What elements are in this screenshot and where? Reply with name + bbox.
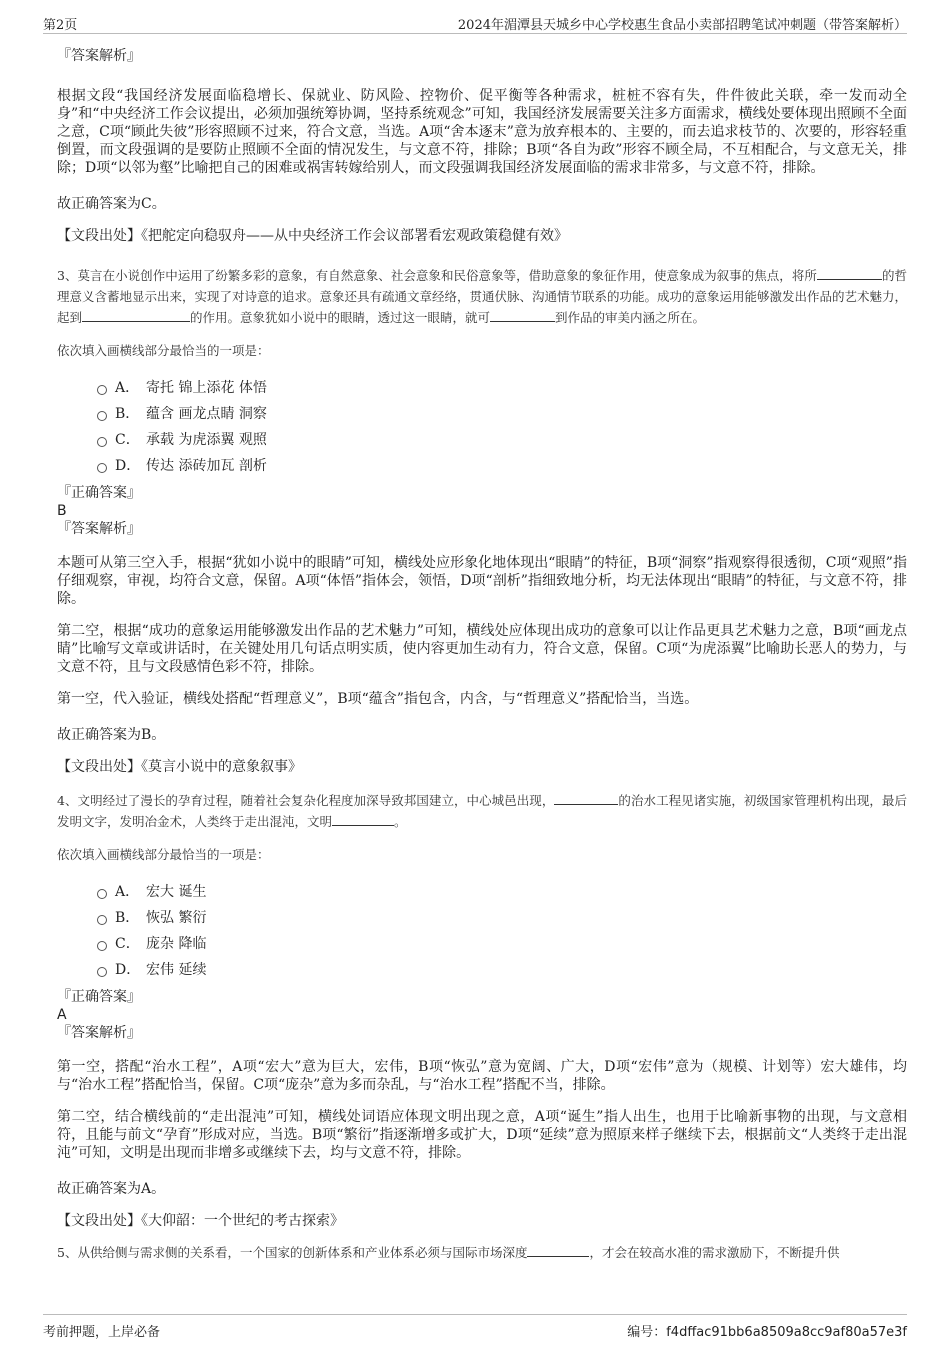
- option-d[interactable]: D． 宏伟 延续: [57, 960, 907, 986]
- analysis-text: 第二空，结合横线前的“走出混沌”可知，横线处词语应体现文明出现之意，A项“诞生”指人出生，也用于比喻新事物的出现，与文意相符，且能与前文“孕育”形成对应，当选。B项“繁衍”指逐渐增多或扩大，D项“延续”意为照原来样子继续下去，根据前文“人类终于走出混沌”可知，文明是出现而非增多或继续下去，均与文意不符，排除。: [57, 1109, 907, 1161]
- analysis-text: 本题可从第三空入手，根据“犹如小说中的眼睛”可知，横线处应形象化地体现出“眼睛”的特征，B项“洞察”指观察得很透彻，C项“观照”指仔细观察，审视，均符合文意，保留。A项“体悟”指体会，领悟，D项“剖析”指细致地分析，均无法体现出“眼睛”的特征，与文意不符，排除。: [57, 555, 907, 607]
- analysis-label: 『答案解析』: [57, 521, 141, 537]
- analysis-text: 第二空，根据“成功的意象运用能够激发出作品的艺术魅力”可知，横线处应体现出成功的意象可以让作品更具艺术魅力之意，B项“画龙点睛”比喻写文章或讲话时，在关键处用几句话点明实质，使内容更加生动有力，符合文意，保留。C项“为虎添翼”比喻助长恶人的势力，与文意不符，且与文段感情色彩不符，排除。: [57, 623, 907, 675]
- question-stem: 5、从供给侧与需求侧的关系看，一个国家的创新体系和产业体系必须与国际市场深度 ，才会在较高水准的需求激励下，不断提升供: [57, 1245, 840, 1260]
- radio-icon[interactable]: [97, 941, 107, 951]
- question-prompt: 依次填入画横线部分最恰当的一项是：: [57, 343, 270, 358]
- correct-answer: A: [57, 1007, 67, 1023]
- option-a[interactable]: A． 宏大 诞生: [57, 882, 907, 908]
- option-list: [57, 378, 907, 482]
- blank-line: [817, 266, 882, 280]
- correct-answer: B: [57, 503, 67, 519]
- radio-icon[interactable]: [97, 889, 107, 899]
- question-prompt: 依次填入画横线部分最恰当的一项是：: [57, 847, 270, 862]
- analysis-text: 第一空，代入验证，横线处搭配“哲理意义”，B项“蕴含”指包含，内含，与“哲理意义”搭配恰当，当选。: [57, 691, 699, 707]
- analysis-text: 根据文段“我国经济发展面临稳增长、保就业、防风险、控物价、促平衡等各种需求，桩桩不容有失，件件彼此关联，牵一发而动全身”和“中央经济工作会议提出，必须加强统筹协调，坚持系统观念”可知，我国经济发展需要关注多方面需求，横线处要体现出照顾不全面之意，C项“顾此失彼”形容照顾不过来，符合文意，当选。A项“舍本逐末”意为放弃根本的、主要的，而去追求枝节的、次要的，形容轻重倒置，而文段强调的是要防止照顾不全面的情况发生，与文意不符，排除；B项“各自为政”形容不顾全局，不互相配合，与文意无关，排除；D项“以邻为壑”比喻把自己的困难或祸害转嫁给别人，而文段强调我国经济发展面临的需求非常多，与文意不符，排除。: [57, 88, 907, 176]
- radio-icon[interactable]: [97, 437, 107, 447]
- analysis-label: 『答案解析』: [57, 48, 141, 64]
- radio-icon[interactable]: [97, 463, 107, 473]
- document-body: [57, 42, 907, 1263]
- analysis-text: 第一空，搭配“治水工程”，A项“宏大”意为巨大，宏伟，B项“恢弘”意为宽阔、广大，D项“宏伟”意为（规模、计划等）宏大雄伟，均与“治水工程”搭配恰当，保留。C项“庞杂”意为多而杂乱，与“治水工程”搭配不当，排除。: [57, 1059, 907, 1093]
- correct-answer-label: 『正确答案』: [57, 485, 141, 501]
- page-footer: [43, 1314, 907, 1345]
- document-title: 2024年湄潭县天城乡中心学校惠生食品小卖部招聘笔试冲刺题（带答案解析）: [457, 18, 907, 33]
- blank-line: [82, 308, 190, 322]
- option-d[interactable]: D． 传达 添砖加瓦 剖析: [57, 456, 907, 482]
- correct-answer-label: 『正确答案』: [57, 989, 141, 1005]
- option-b[interactable]: B． 恢弘 繁衍: [57, 908, 907, 934]
- conclusion: 故正确答案为A。: [57, 1181, 166, 1197]
- radio-icon[interactable]: [97, 385, 107, 395]
- option-b[interactable]: B． 蕴含 画龙点睛 洞察: [57, 404, 907, 430]
- radio-icon[interactable]: [97, 967, 107, 977]
- blank-line: [332, 812, 394, 826]
- document-code: 编号：f4dffac91bb6a8509a8cc9af80a57e3f: [627, 1325, 907, 1340]
- option-list: [57, 882, 907, 986]
- question-stem: 3、莫言在小说创作中运用了纷繁多彩的意象，有自然意象、社会意象和民俗意象等，借助意象的象征作用，使意象成为叙事的焦点，将所 的哲理意义含蓄地显示出来，实现了对诗意的追求。意象还具有疏通文章经络，贯通伏脉、沟通情节联系的功能。成功的意象运用能够激发出作品的艺术魅力，起到 的作用。意象犹如小说中的眼睛，透过这一眼睛，就可 到作品的审美内涵之所在。: [57, 268, 908, 325]
- option-a[interactable]: A． 寄托 锦上添花 体悟: [57, 378, 907, 404]
- source: 【文段出处】《莫言小说中的意象叙事》: [57, 759, 302, 775]
- conclusion: 故正确答案为B。: [57, 727, 166, 743]
- conclusion: 故正确答案为C。: [57, 196, 166, 212]
- radio-icon[interactable]: [97, 915, 107, 925]
- blank-line: [554, 791, 618, 805]
- blank-line: [527, 1243, 589, 1257]
- question-stem: 4、文明经过了漫长的孕育过程，随着社会复杂化程度加深导致邦国建立，中心城邑出现， 的治水工程见诸实施，初级国家管理机构出现，最后发明文字，发明冶金术，人类终于走出混沌，文明 。: [57, 793, 907, 829]
- page-number: 第2页: [43, 18, 78, 33]
- blank-line: [490, 308, 555, 322]
- source: 【文段出处】《大仰韶：一个世纪的考古探索》: [57, 1213, 344, 1229]
- option-c[interactable]: C． 庞杂 降临: [57, 934, 907, 960]
- option-c[interactable]: C． 承载 为虎添翼 观照: [57, 430, 907, 456]
- source: 【文段出处】《把舵定向稳驭舟——从中央经济工作会议部署看宏观政策稳健有效》: [57, 228, 568, 244]
- page-header: [43, 11, 907, 34]
- footer-slogan: 考前押题，上岸必备: [43, 1325, 161, 1340]
- radio-icon[interactable]: [97, 411, 107, 421]
- analysis-label: 『答案解析』: [57, 1025, 141, 1041]
